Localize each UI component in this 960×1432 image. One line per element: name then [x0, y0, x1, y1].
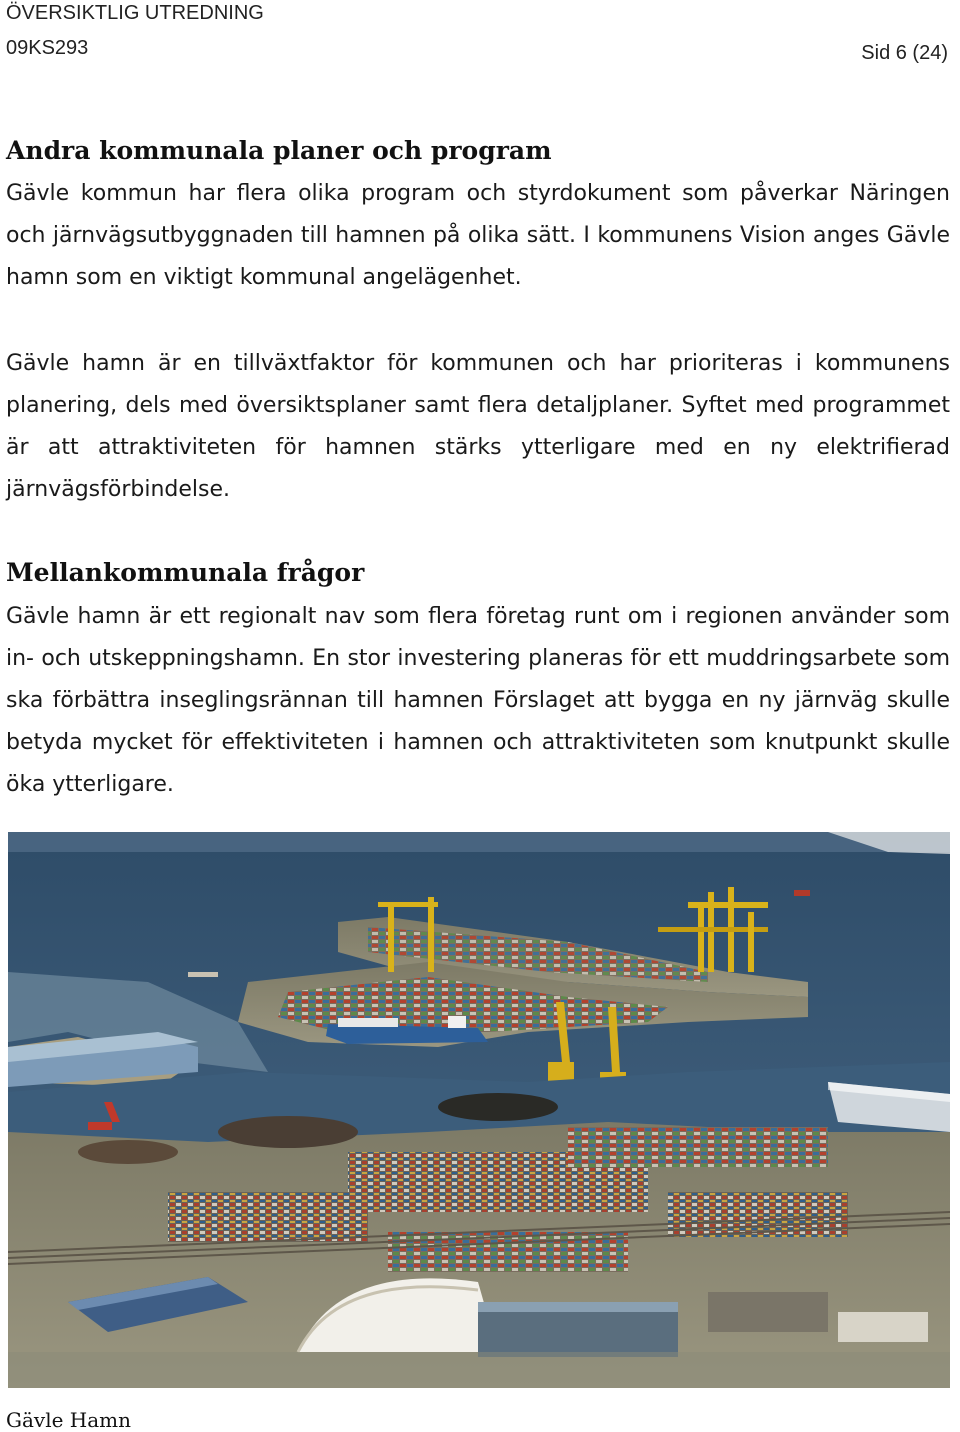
paragraph-plans-growth: Gävle hamn är en tillväxtfaktor för kommunen och har prioriteras i kommunens planering, dels med översiktsplaner samt flera detaljplaner. Syftet med programmet är att attraktiviteten för hamnen stärks ytterligare med en ny elektrifierad järnvägsförbindelse.: [6, 351, 950, 502]
figure-caption: Gävle Hamn: [6, 1408, 131, 1432]
port-aerial-photo: [8, 832, 950, 1388]
page-number: Sid 6 (24): [861, 42, 948, 64]
paragraph-plans-intro: Gävle kommun har flera olika program och styrdokument som påverkar Näringen och järnvägsutbyggnaden till hamnen på olika sätt. I kommunens Vision anges Gävle hamn som en viktigt kommunal angelägenhet.: [6, 181, 950, 290]
paragraph-intermunicipal: Gävle hamn är ett regionalt nav som flera företag runt om i regionen använder som in- och utskeppningshamn. En stor investering planeras för ett muddringsarbete som ska förbättra inseglingsrännan till hamnen Förslaget att bygga en ny järnväg skulle betyda mycket för effektiviteten i hamnen och attraktiviteten som knutpunkt skulle öka ytterligare.: [6, 604, 950, 797]
document-type-label: ÖVERSIKTLIG UTREDNING: [6, 2, 264, 24]
section-heading-intermunicipal: Mellankommunala frågor: [6, 558, 365, 587]
section-heading-plans: Andra kommunala planer och program: [6, 136, 552, 165]
document-code: 09KS293: [6, 37, 89, 59]
